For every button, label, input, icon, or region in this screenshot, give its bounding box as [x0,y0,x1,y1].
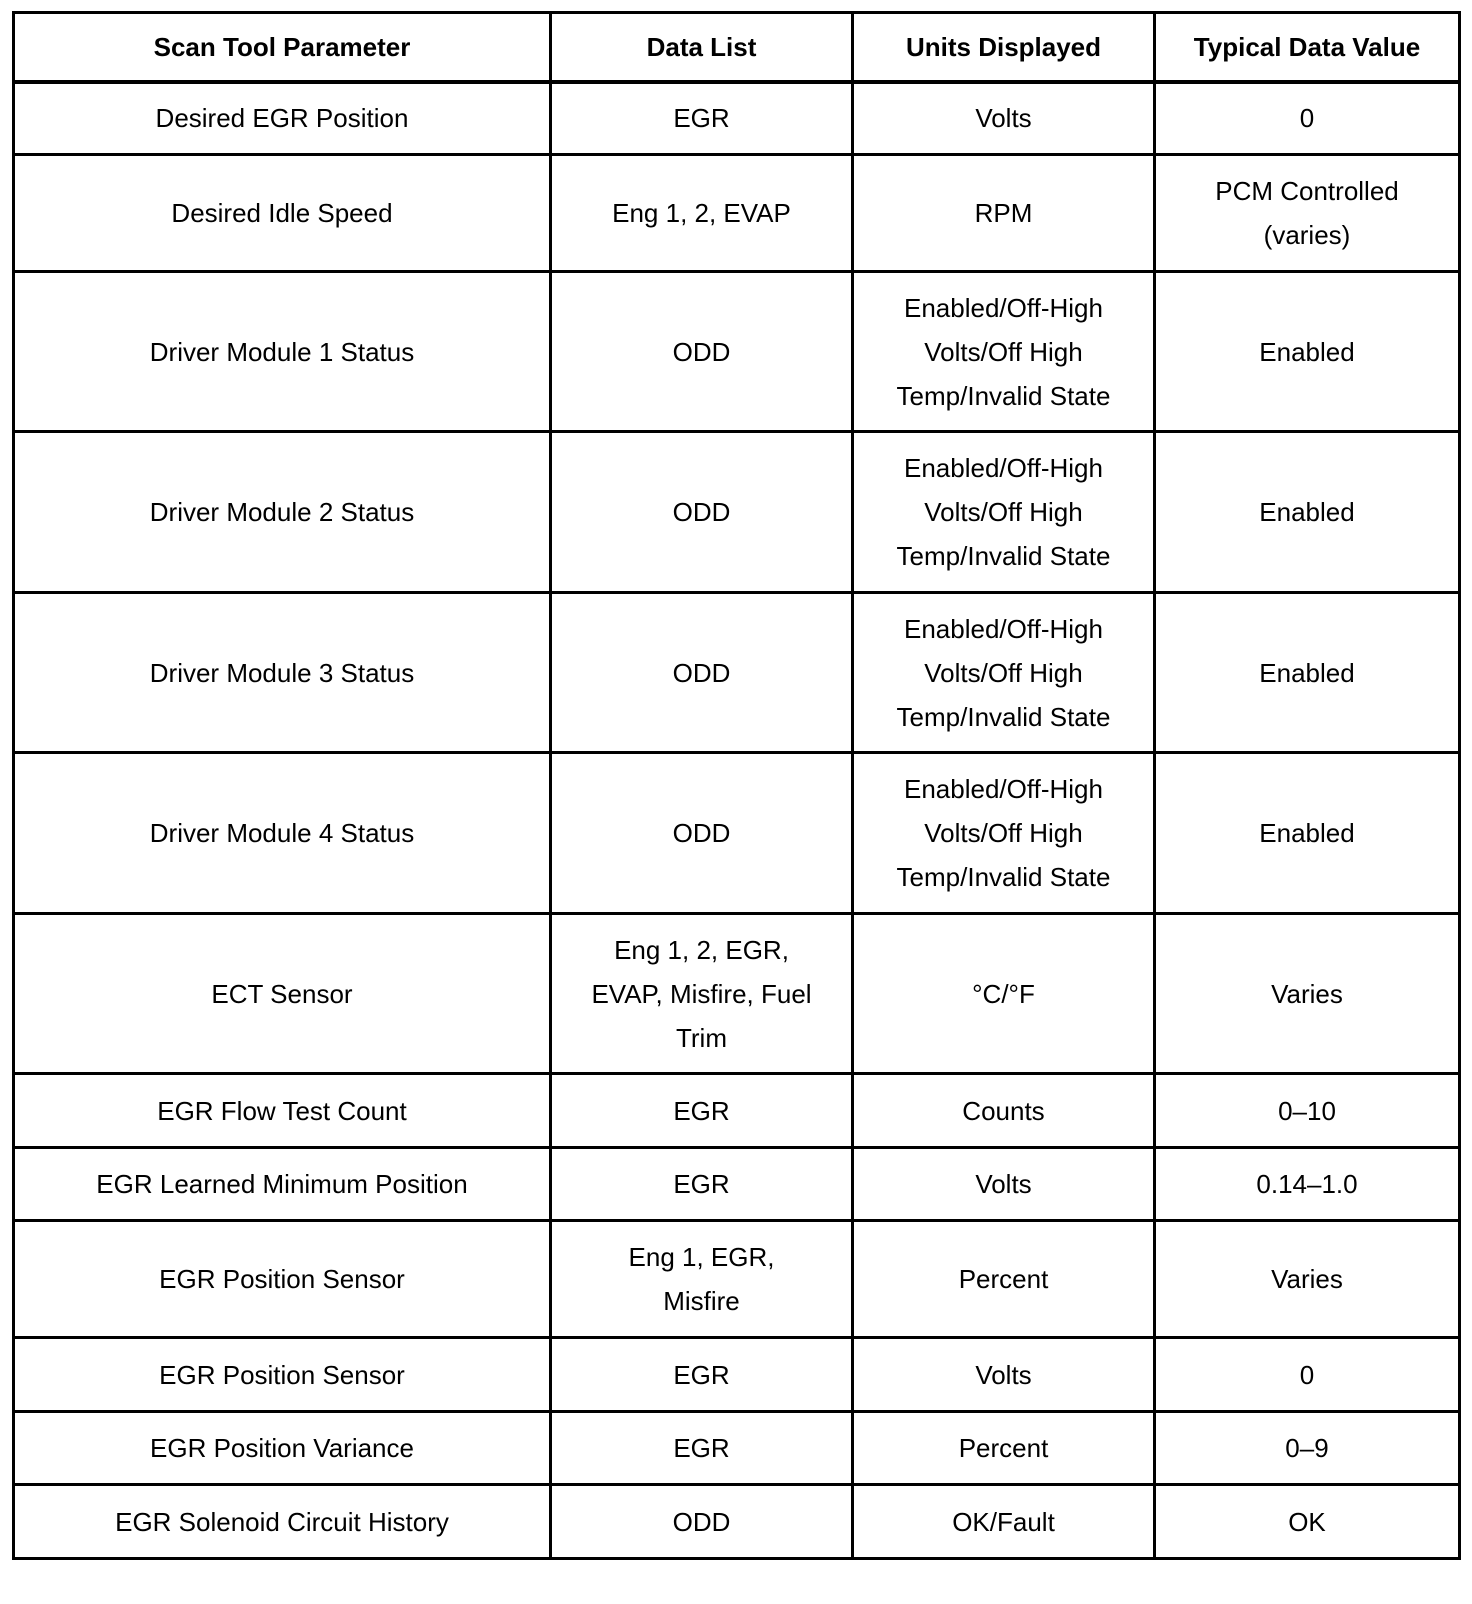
cell-typical-value-text: Varies [1271,1264,1343,1294]
cell-data-list [551,1074,853,1148]
cell-typical-value [1155,82,1460,155]
cell-units [853,1412,1155,1485]
cell-data-list [551,1221,853,1338]
cell-parameter [14,1485,551,1559]
cell-typical-value-text: 0.14–1.0 [1256,1169,1358,1199]
cell-units [853,753,1155,914]
table-row [14,914,1460,1074]
cell-data-list [551,1338,853,1412]
cell-typical-value-text: 0–10 [1278,1095,1336,1126]
cell-parameter [14,432,551,593]
cell-typical-value-text: Enabled [1259,818,1355,848]
cell-units [853,82,1155,155]
cell-data-list-text: EGR [673,1433,730,1463]
cell-data-list [551,1485,853,1559]
cell-units-text: Volts [975,1359,1032,1390]
cell-parameter-text: EGR Position Sensor [159,1264,405,1294]
cell-parameter-text: EGR Position Variance [150,1433,414,1463]
cell-data-list-text: ODD [672,497,731,527]
cell-units-text: Volts [975,1169,1032,1199]
cell-data-list-text: Eng 1, 2, EGR, EVAP, Misfire, Fuel Trim [591,934,812,1053]
cell-data-list-text: Eng 1, 2, EVAP [612,198,791,228]
cell-typical-value [1155,1412,1460,1485]
cell-data-list-text: EGR [673,1169,730,1199]
table-row [14,1485,1460,1559]
cell-units [853,1148,1155,1221]
cell-parameter-text: EGR Solenoid Circuit History [115,1506,449,1537]
cell-units [853,272,1155,432]
table-body [14,82,1460,1559]
cell-data-list [551,432,853,593]
cell-typical-value-text: Enabled [1259,657,1355,688]
cell-parameter [14,1338,551,1412]
cell-typical-value-text: PCM Controlled (varies) [1215,176,1399,250]
cell-data-list-text: EGR [673,103,730,134]
cell-parameter [14,82,551,155]
cell-parameter-text: Driver Module 3 Status [149,657,415,688]
cell-data-list [551,272,853,432]
cell-parameter [14,1221,551,1338]
cell-typical-value [1155,753,1460,914]
cell-typical-value-text: OK [1288,1506,1326,1537]
cell-units-text: Volts [975,103,1032,134]
table-row [14,1148,1460,1221]
cell-parameter-text: EGR Position Sensor [159,1359,405,1390]
table-row [14,593,1460,753]
table-row [14,753,1460,914]
header-typical-data-value: Typical Data Value [1155,13,1460,82]
cell-units [853,593,1155,753]
cell-typical-value [1155,1221,1460,1338]
cell-parameter [14,1074,551,1148]
cell-parameter [14,914,551,1074]
cell-units-text: OK/Fault [952,1506,1055,1537]
cell-typical-value [1155,1074,1460,1148]
cell-data-list-text: ODD [672,336,731,367]
cell-typical-value-text: 0–9 [1285,1433,1329,1463]
cell-units [853,432,1155,593]
cell-data-list-text: EGR [673,1095,730,1126]
cell-units-text: Enabled/Off-High Volts/Off High Temp/Invalid State [896,453,1111,571]
cell-typical-value [1155,272,1460,432]
cell-units-text: Enabled/Off-High Volts/Off High Temp/Invalid State [896,774,1111,892]
cell-parameter [14,155,551,272]
cell-data-list [551,155,853,272]
cell-data-list [551,1148,853,1221]
cell-parameter-text: EGR Learned Minimum Position [96,1169,468,1199]
cell-units [853,1485,1155,1559]
cell-typical-value [1155,432,1460,593]
cell-data-list-text: ODD [672,818,731,848]
cell-parameter-text: Desired EGR Position [155,103,409,134]
cell-parameter-text: Driver Module 2 Status [149,497,415,527]
cell-units-text: RPM [974,198,1033,228]
table-row [14,1074,1460,1148]
cell-parameter [14,1412,551,1485]
cell-parameter-text: EGR Flow Test Count [157,1095,407,1126]
table-row [14,1221,1460,1338]
cell-typical-value [1155,914,1460,1074]
cell-units [853,1074,1155,1148]
cell-typical-value [1155,1148,1460,1221]
table-row [14,155,1460,272]
cell-units-text: Percent [958,1433,1049,1463]
cell-units-text: Percent [958,1264,1049,1294]
cell-units [853,155,1155,272]
cell-data-list-text: EGR [673,1359,730,1390]
cell-parameter-text: ECT Sensor [211,978,353,1009]
cell-parameter-text: Driver Module 1 Status [149,336,415,367]
cell-data-list-text: ODD [672,657,731,688]
cell-data-list [551,1412,853,1485]
cell-parameter [14,272,551,432]
cell-data-list [551,82,853,155]
cell-typical-value-text: Enabled [1259,497,1355,527]
cell-units-text: °C/°F [972,978,1035,1009]
cell-data-list-text: Eng 1, EGR, Misfire [628,1242,775,1316]
cell-typical-value-text: 0 [1299,1359,1315,1390]
header-units-displayed: Units Displayed [853,13,1155,82]
cell-parameter [14,593,551,753]
header-data-list: Data List [551,13,853,82]
cell-units [853,1221,1155,1338]
cell-parameter-text: Desired Idle Speed [171,198,393,228]
cell-data-list-text: ODD [672,1506,731,1537]
cell-data-list [551,753,853,914]
table-row [14,82,1460,155]
cell-data-list [551,593,853,753]
cell-units [853,1338,1155,1412]
cell-units-text: Counts [962,1095,1045,1126]
cell-parameter-text: Driver Module 4 Status [149,818,415,848]
cell-typical-value-text: 0 [1299,103,1315,134]
cell-units-text: Enabled/Off-High Volts/Off High Temp/Invalid State [896,292,1111,411]
scan-tool-parameter-table [12,11,1461,1560]
cell-parameter [14,753,551,914]
table-header-row [14,13,1460,82]
cell-data-list [551,914,853,1074]
table-row [14,1338,1460,1412]
table-row [14,432,1460,593]
cell-typical-value [1155,1338,1460,1412]
cell-typical-value-text: Varies [1271,978,1343,1009]
cell-units-text: Enabled/Off-High Volts/Off High Temp/Invalid State [896,613,1111,732]
header-scan-tool-parameter: Scan Tool Parameter [14,13,551,82]
cell-typical-value [1155,155,1460,272]
table-row [14,1412,1460,1485]
cell-typical-value [1155,593,1460,753]
cell-typical-value [1155,1485,1460,1559]
table-row [14,272,1460,432]
cell-typical-value-text: Enabled [1259,336,1355,367]
cell-units [853,914,1155,1074]
cell-parameter [14,1148,551,1221]
